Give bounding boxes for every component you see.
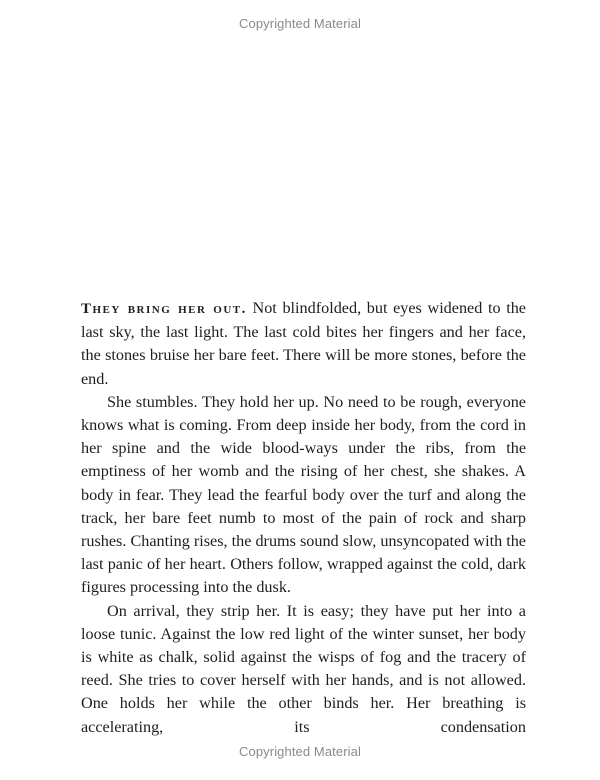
paragraph-1-text: Not blindfolded, but eyes widened to the last sky, the last light. The last cold bites her fingers and her face, the stones bruise her bare feet. There will be more stones, before the end. [81, 299, 526, 388]
chapter-lead-in: They bring her out. [81, 301, 247, 317]
paragraph-1 [81, 297, 526, 391]
paragraph-3: On arrival, they strip her. It is easy; they have put her into a loose tunic. Against the low red light of the winter sunset, her body is white as chalk, solid against the wisps of fog and the tracery of reed. She tries to cover herself with her hands, and is not allowed. One holds her while the other binds her. Her breathing is accelerating, its condensation [81, 601, 526, 736]
body-text [81, 297, 526, 739]
copyright-watermark-top: Copyrighted Material [239, 16, 361, 31]
copyright-watermark-bottom: Copyrighted Material [239, 744, 361, 759]
paragraph-2: She stumbles. They hold her up. No need to be rough, everyone knows what is coming. From deep inside her body, from the cord in her spine and the wide blood-ways under the ribs, from the emptiness of her womb and the rising of her chest, she shakes. A body in fear. They lead the fearful body over the turf and along the track, her bare feet numb to most of the pain of rock and sharp rushes. Chanting rises, the drums sound slow, unsyncopated with the last panic of her heart. Others follow, wrapped against the cold, dark figures processing into the dusk. [81, 392, 526, 597]
